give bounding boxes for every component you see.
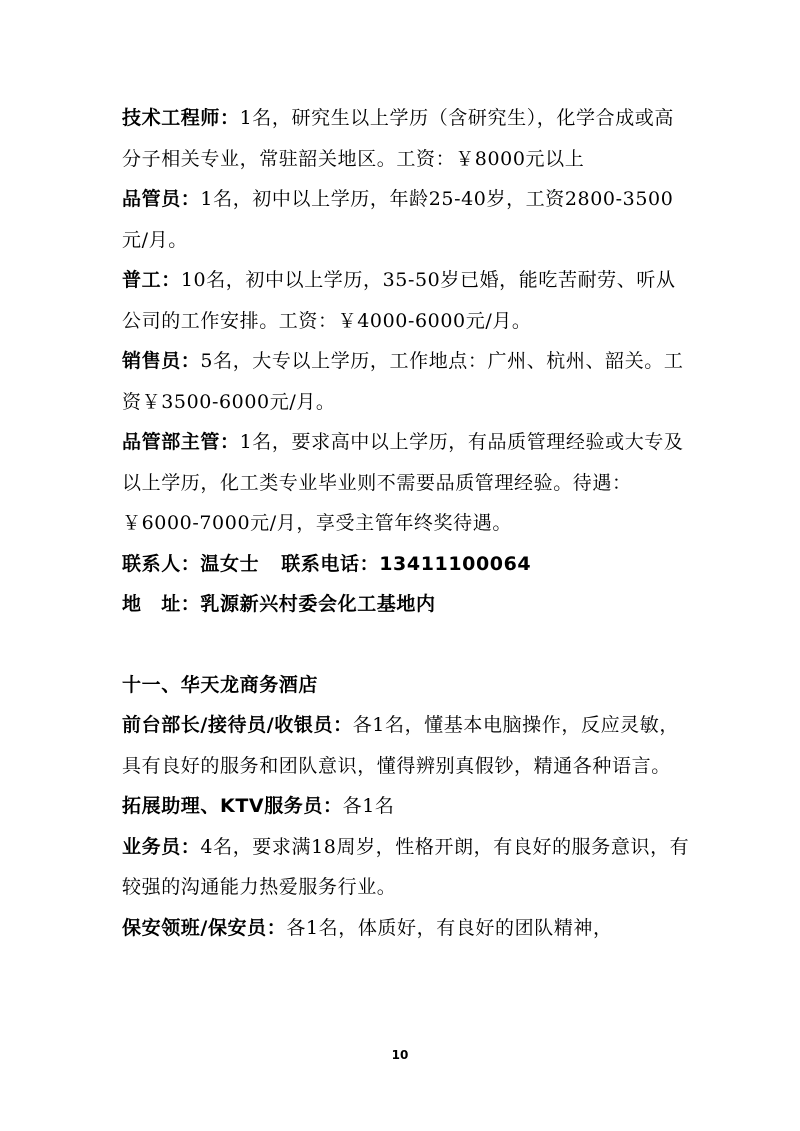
job-title-label: 品管员：: [122, 188, 201, 210]
job-expansion-assistant: [122, 786, 692, 827]
job-title-label: 业务员：: [122, 835, 201, 858]
job-security: [122, 908, 692, 949]
contact-phone: 13411100064: [379, 552, 532, 575]
job-title-label: 销售员：: [122, 350, 201, 372]
page-number: 10: [391, 1048, 409, 1062]
job-description: 各1名: [342, 795, 395, 817]
job-description: 1名，要求高中以上学历，有品质管理经验或大专及以上学历，化工类专业毕业则不需要品质管理经验。待遇：￥6000-7000元/月，享受主管年终奖待遇。: [122, 431, 684, 534]
address-value: 乳源新兴村委会化工基地内: [200, 593, 436, 615]
contact-line: [122, 544, 692, 585]
page-content: [122, 98, 692, 948]
section-heading: 十一、华天龙商务酒店: [122, 673, 319, 696]
job-description: 各1名，懂基本电脑操作，反应灵敏，具有良好的服务和团队意识，懂得辨别真假钞，精通各种语言。: [122, 714, 679, 777]
job-title-label: 拓展助理、KTV服务员：: [122, 795, 343, 817]
job-description: 1名，研究生以上学历（含研究生），化学合成或高分子相关专业，常驻韶关地区。工资：￥8000元以上: [122, 107, 674, 170]
job-quality-supervisor: [122, 422, 692, 544]
job-quality-inspector: [122, 179, 692, 260]
job-technical-engineer: [122, 98, 692, 179]
job-front-desk: [122, 705, 692, 786]
job-title-label: 保安领班/保安员：: [122, 916, 287, 939]
job-title-label: 普工：: [122, 269, 181, 291]
job-business-staff: [122, 827, 692, 908]
job-title-label: 品管部主管：: [122, 431, 240, 453]
contact-person: 温女士: [200, 552, 260, 575]
contact-person-label: 联系人：: [122, 552, 201, 575]
address-line: [122, 584, 692, 625]
job-description: 1名，初中以上学历，年龄25-40岁，工资2800-3500元/月。: [122, 188, 674, 251]
job-title-label: 前台部长/接待员/收银员：: [122, 714, 353, 736]
job-general-worker: [122, 260, 692, 341]
job-title-label: 技术工程师：: [122, 107, 240, 129]
job-description: 10名，初中以上学历，35-50岁已婚，能吃苦耐劳、听从公司的工作安排。工资：￥4000-6000元/月。: [122, 269, 676, 332]
job-description: 4名，要求满18周岁，性格开朗，有良好的服务意识，有较强的沟通能力热爱服务行业。: [122, 835, 690, 898]
job-description: 各1名，体质好，有良好的团队精神，: [286, 916, 613, 939]
job-description: 5名，大专以上学历，工作地点：广州、杭州、韶关。工资￥3500-6000元/月。: [122, 350, 684, 413]
job-salesperson: [122, 341, 692, 422]
contact-phone-label: 联系电话：: [281, 552, 380, 575]
address-label: 地 址：: [122, 593, 201, 615]
